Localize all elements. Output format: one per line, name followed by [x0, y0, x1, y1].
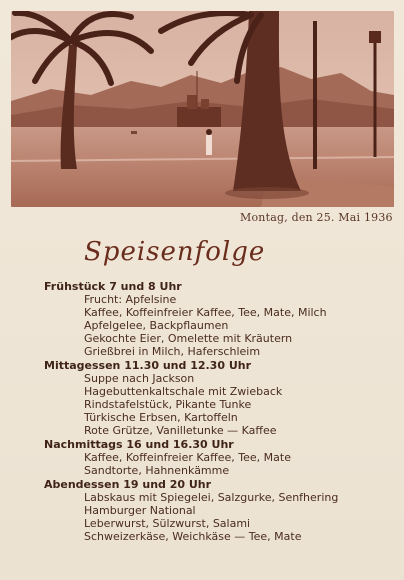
menu-date: Montag, den 25. Mai 1936 — [240, 211, 393, 224]
menu-item: Türkische Erbsen, Kartoffeln — [84, 411, 238, 424]
menu-item: Kaffee, Koffeinfreier Kaffee, Tee, Mate — [84, 451, 291, 464]
menu-item: Schweizerkäse, Weichkäse — Tee, Mate — [84, 530, 302, 543]
menu-item: Grießbrei in Milch, Haferschleim — [84, 345, 261, 358]
meal-breakfast — [44, 280, 396, 358]
meal-dinner — [44, 478, 396, 543]
menu-item: Apfelgelee, Backpflaumen — [84, 319, 229, 332]
meal-lunch — [44, 359, 396, 437]
menu-item: Suppe nach Jackson — [84, 372, 195, 385]
harbor-photo — [11, 11, 394, 207]
menu-item: Sandtorte, Hahnenkämme — [84, 464, 230, 477]
menu-item: Hagebuttenkaltschale mit Zwieback — [84, 385, 283, 398]
menu-item: Leberwurst, Sülzwurst, Salami — [84, 517, 251, 530]
menu-item: Hamburger National — [84, 504, 196, 517]
menu-item: Gekochte Eier, Omelette mit Kräutern — [84, 332, 293, 345]
menu-item: Rindstafelstück, Pikante Tunke — [84, 398, 252, 411]
meal-afternoon — [44, 438, 396, 477]
meal-heading: Frühstück 7 und 8 Uhr — [44, 280, 182, 293]
menu-item: Rote Grütze, Vanilletunke — Kaffee — [84, 424, 277, 437]
menu-item: Labskaus mit Spiegelei, Salzgurke, Senfhering — [84, 491, 339, 504]
menu-title: Speisenfolge — [84, 237, 266, 267]
meal-list — [44, 280, 396, 544]
meal-heading: Abendessen 19 und 20 Uhr — [44, 478, 212, 491]
menu-item: Kaffee, Koffeinfreier Kaffee, Tee, Mate, Milch — [84, 306, 327, 319]
meal-heading: Mittagessen 11.30 und 12.30 Uhr — [44, 359, 252, 372]
meal-heading: Nachmittags 16 und 16.30 Uhr — [44, 438, 234, 451]
menu-item: Frucht: Apfelsine — [84, 293, 177, 306]
